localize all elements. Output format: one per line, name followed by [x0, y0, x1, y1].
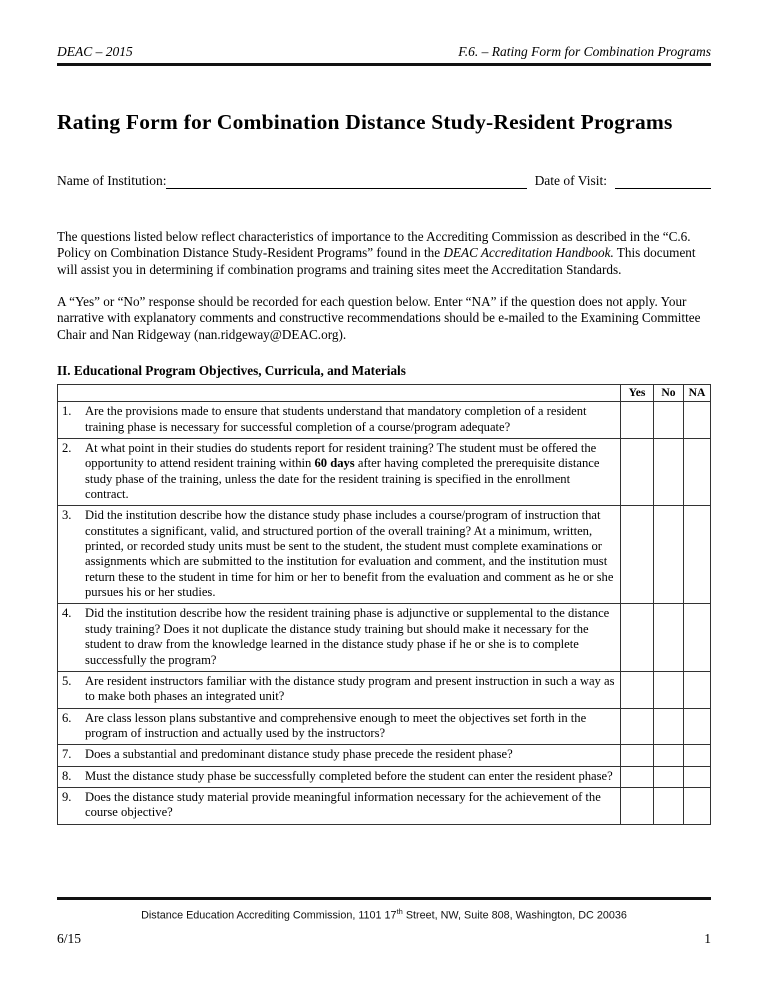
table-row — [58, 671, 711, 708]
no-cell[interactable] — [654, 438, 684, 505]
question-text: Are resident instructors familiar with the distance study program and present instruction in such a way as to make both phases an integrated unit? — [85, 673, 615, 704]
table-row — [58, 788, 711, 825]
question-text: Does a substantial and predominant distance study phase precede the resident phase? — [85, 747, 513, 762]
intro-text-before: The questions listed below reflect characteristics of importance to the Accrediting Commission as described in the “C.6. Policy on Combination Distance Study-Resident Programs” found in the — [57, 228, 691, 261]
question-number: 5. — [62, 673, 72, 688]
yes-cell[interactable] — [621, 745, 654, 766]
institution-date-row — [57, 173, 711, 189]
question-text: Must the distance study phase be successfully completed before the student can enter the resident phase? — [85, 768, 613, 783]
yes-cell[interactable] — [621, 708, 654, 745]
question-text: Did the institution describe how the distance study phase includes a course/program of instruction that constitutes a significant, valid, and structured portion of the overall training? At a minimum, written, printed, or recorded study units must be sent to the student, the student must complete examinations or assignments which are submitted to the institution for evaluation and comment, and the institution must return these to the student in time for him or her to benefit from the evaluation and comment as he or she pursues his or her studies. — [85, 508, 614, 600]
no-cell[interactable] — [654, 745, 684, 766]
yes-cell[interactable] — [621, 766, 654, 787]
question-text: At what point in their studies do students report for resident training? The student must be offered the opportunity to attend resident training within 60 days after having completed the prerequisite distance study phase of the training, unless the date for the resident training is specified in the enrollment contract. — [85, 440, 600, 501]
question-text: Did the institution describe how the resident training phase is adjunctive or supplemental to the distance study training? Does it not duplicate the distance study training but should make it necessary for the student to draw from the knowledge learned in the distance study phase if he or she is to complete successfully the program? — [85, 606, 610, 667]
question-number: 2. — [62, 440, 72, 455]
table-row — [58, 402, 711, 439]
footer-page-number: 1 — [704, 930, 711, 946]
footer-revision: 6/15 — [57, 930, 82, 946]
no-cell[interactable] — [654, 506, 684, 604]
date-of-visit-blank[interactable] — [615, 173, 711, 189]
section-heading: II. Educational Program Objectives, Curricula, and Materials — [57, 363, 406, 378]
no-cell[interactable] — [654, 604, 684, 671]
no-cell[interactable] — [654, 402, 684, 439]
no-cell[interactable] — [654, 766, 684, 787]
no-column-header: No — [654, 385, 684, 402]
date-of-visit-label: Date of Visit: — [534, 172, 607, 188]
table-row — [58, 708, 711, 745]
page-title: Rating Form for Combination Distance Study-Resident Programs — [57, 109, 673, 134]
document-header — [57, 0, 711, 66]
question-number: 8. — [62, 768, 72, 783]
yes-cell[interactable] — [621, 788, 654, 825]
question-text: Are class lesson plans substantive and comprehensive enough to meet the objectives set forth in the program of instruction and actually used by the instructors? — [85, 710, 587, 740]
question-column-header — [58, 385, 621, 402]
question-number: 3. — [62, 508, 72, 523]
na-cell[interactable] — [684, 788, 711, 825]
no-cell[interactable] — [654, 708, 684, 745]
intro-text-after: This document will assist you in determining if combination programs and training sites meet the Accreditation Standards. — [57, 245, 696, 277]
na-cell[interactable] — [684, 506, 711, 604]
yes-column-header: Yes — [621, 385, 654, 402]
na-cell[interactable] — [684, 708, 711, 745]
table-row — [58, 745, 711, 766]
na-cell[interactable] — [684, 402, 711, 439]
question-number: 9. — [62, 790, 72, 805]
yes-cell[interactable] — [621, 506, 654, 604]
yes-cell[interactable] — [621, 671, 654, 708]
intro-paragraph — [57, 229, 711, 278]
header-left-text: DEAC – 2015 — [57, 44, 133, 59]
table-header-row — [58, 385, 711, 402]
no-cell[interactable] — [654, 671, 684, 708]
question-number: 7. — [62, 747, 72, 762]
institution-blank[interactable] — [166, 173, 526, 189]
table-row — [58, 766, 711, 787]
footer-address: Distance Education Accrediting Commission, 1101 17th Street, NW, Suite 808, Washington, DC 20036 — [141, 907, 627, 922]
table-row — [58, 604, 711, 671]
na-cell[interactable] — [684, 604, 711, 671]
na-cell[interactable] — [684, 766, 711, 787]
question-number: 4. — [62, 606, 72, 621]
sixty-days-bold: 60 days — [314, 456, 355, 471]
rating-table — [57, 384, 711, 825]
question-text: Does the distance study material provide meaningful information necessary for the achievement of the course objective? — [85, 790, 601, 820]
ordinal-superscript: th — [396, 907, 403, 916]
no-cell[interactable] — [654, 788, 684, 825]
yes-cell[interactable] — [621, 604, 654, 671]
table-row — [58, 506, 711, 604]
response-instructions-paragraph: A “Yes” or “No” response should be recorded for each question below. Enter “NA” if the question does not apply. Your narrative with explanatory comments and constructive recommendations should be e-mailed to the Examining Committee Chair and Nan Ridgeway (nan.ridgeway@DEAC.org). — [57, 293, 701, 342]
na-column-header: NA — [684, 385, 711, 402]
question-number: 1. — [62, 404, 72, 419]
institution-label: Name of Institution: — [57, 172, 167, 188]
yes-cell[interactable] — [621, 438, 654, 505]
question-number: 6. — [62, 710, 72, 725]
question-text: Are the provisions made to ensure that students understand that mandatory completion of a resident training phase is necessary for successful completion of a course/program adequate? — [85, 404, 587, 434]
yes-cell[interactable] — [621, 402, 654, 439]
header-right-text: F.6. – Rating Form for Combination Programs — [458, 44, 711, 59]
na-cell[interactable] — [684, 438, 711, 505]
document-footer — [57, 897, 711, 947]
handbook-title-italic: DEAC Accreditation Handbook. — [443, 245, 614, 261]
na-cell[interactable] — [684, 745, 711, 766]
na-cell[interactable] — [684, 671, 711, 708]
table-row — [58, 438, 711, 505]
